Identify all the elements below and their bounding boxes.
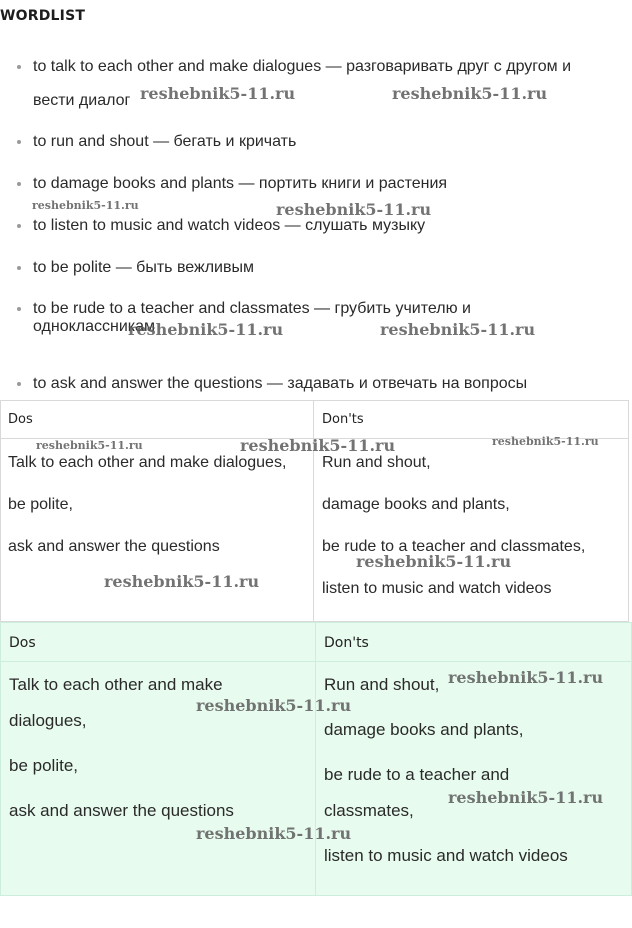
watermark: reshebnik5-11.ru xyxy=(492,435,599,448)
donts-item: damage books and plants, xyxy=(322,496,510,513)
donts-item-continued: classmates, xyxy=(324,801,414,820)
dos-item: be polite, xyxy=(8,496,73,513)
watermark: reshebnik5-11.ru xyxy=(380,320,536,339)
dos-item: Talk to each other and make dialogues, xyxy=(8,454,287,471)
table-header-dos: Dos xyxy=(0,400,314,439)
watermark: reshebnik5-11.ru xyxy=(448,788,604,807)
wordlist-item-text: to talk to each other and make dialogues — разговаривать друг с другом и xyxy=(33,58,572,75)
watermark: reshebnik5-11.ru xyxy=(240,436,396,455)
dos-item: ask and answer the questions xyxy=(9,801,234,820)
wordlist-item xyxy=(33,367,625,401)
wordlist-item-text: to ask and answer the questions — задавать и отвечать на вопросы xyxy=(33,375,528,392)
watermark: reshebnik5-11.ru xyxy=(32,199,139,212)
table-header-donts: Don'ts xyxy=(315,622,632,662)
wordlist-item-text: to be polite — быть вежливым xyxy=(33,259,254,276)
wordlist-item-text: to run and shout — бегать и кричать xyxy=(33,133,297,150)
watermark: reshebnik5-11.ru xyxy=(276,200,432,219)
watermark: reshebnik5-11.ru xyxy=(356,552,512,571)
watermark: reshebnik5-11.ru xyxy=(128,320,284,339)
wordlist-item-text-continued: одноклассникам xyxy=(33,318,156,335)
donts-item: listen to music and watch videos xyxy=(324,846,568,865)
wordlist-item-text: to be rude to a teacher and classmates — грубить учителю и xyxy=(33,300,471,317)
wordlist-item-text: to damage books and plants — портить книги и растения xyxy=(33,175,448,192)
watermark: reshebnik5-11.ru xyxy=(36,439,143,452)
table-cell-donts xyxy=(313,438,629,622)
table-cell-dos xyxy=(0,438,314,622)
table-cell-dos xyxy=(0,661,316,896)
donts-item: Run and shout, xyxy=(324,675,440,694)
watermark: reshebnik5-11.ru xyxy=(448,668,604,687)
watermark: reshebnik5-11.ru xyxy=(104,572,260,591)
donts-item: Run and shout, xyxy=(322,454,431,471)
wordlist-item xyxy=(33,292,625,344)
wordlist-item-text-continued: вести диалог xyxy=(33,92,131,109)
wordlist-item xyxy=(33,167,625,201)
dos-item: Talk to each other and make xyxy=(9,675,223,694)
bullet-icon xyxy=(17,182,21,186)
wordlist-heading: WORDLIST xyxy=(0,8,86,24)
table-header-dos: Dos xyxy=(0,622,316,662)
dos-item-continued: dialogues, xyxy=(9,711,87,730)
wordlist-item xyxy=(33,251,625,285)
dos-donts-table xyxy=(0,400,629,622)
dos-item: be polite, xyxy=(9,756,78,775)
bullet-icon xyxy=(17,382,21,386)
donts-item: be rude to a teacher and xyxy=(324,765,510,784)
bullet-icon xyxy=(17,266,21,270)
bullet-icon xyxy=(17,224,21,228)
bullet-icon xyxy=(17,65,21,69)
table-header-donts: Don'ts xyxy=(313,400,629,439)
table-cell-donts xyxy=(315,661,632,896)
watermark: reshebnik5-11.ru xyxy=(392,84,548,103)
wordlist-item xyxy=(33,125,625,159)
bullet-icon xyxy=(17,140,21,144)
watermark: reshebnik5-11.ru xyxy=(140,84,296,103)
donts-item: damage books and plants, xyxy=(324,720,524,739)
watermark: reshebnik5-11.ru xyxy=(196,824,352,843)
wordlist-item-text: to listen to music and watch videos — слушать музыку xyxy=(33,217,426,234)
dos-donts-table-highlighted xyxy=(0,622,632,896)
donts-item: be rude to a teacher and classmates, xyxy=(322,538,586,555)
donts-item: listen to music and watch videos xyxy=(322,580,552,597)
wordlist-item xyxy=(33,209,625,243)
bullet-icon xyxy=(17,307,21,311)
dos-item: ask and answer the questions xyxy=(8,538,220,555)
watermark: reshebnik5-11.ru xyxy=(196,696,352,715)
wordlist-item xyxy=(33,50,625,118)
